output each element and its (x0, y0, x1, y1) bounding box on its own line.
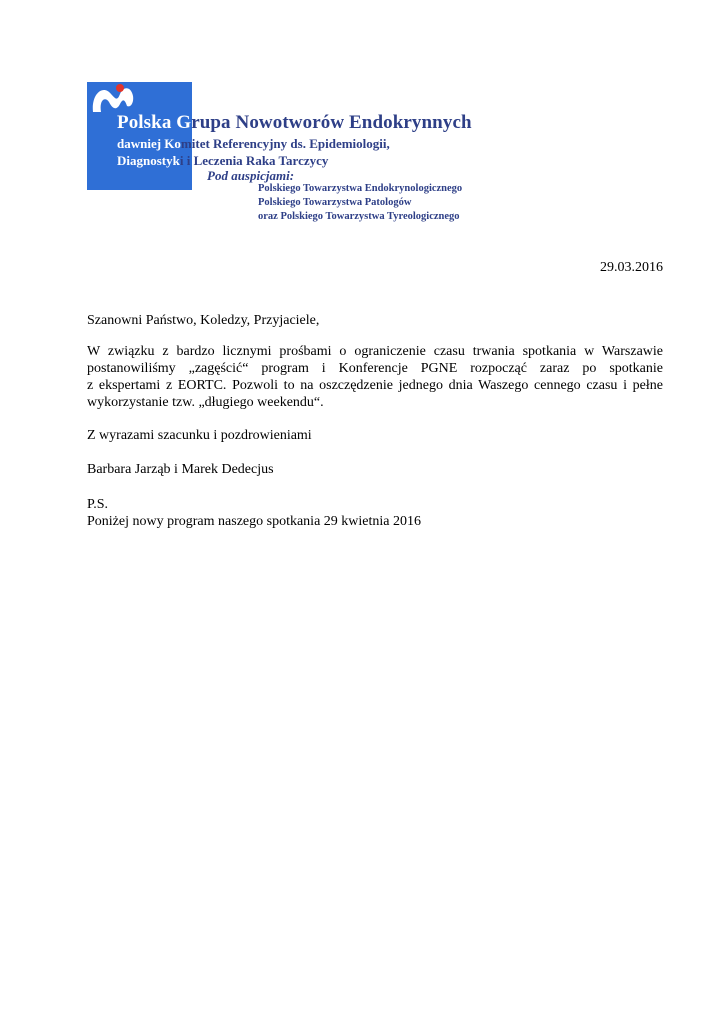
auspices-label: Pod auspicjami: (207, 168, 295, 183)
signature: Barbara Jarząb i Marek Dedecjus (87, 462, 274, 477)
body-paragraph (87, 343, 663, 411)
body-line: z ekspertami z EORTC. Pozwoli to na oszczędzenie jednego dnia Waszego cennego czasu i pełne (87, 378, 663, 393)
society-item: Polskiego Towarzystwa Patologów (258, 197, 412, 208)
organization-former-name-line-1: dawniej Komitet Referencyjny ds. Epidemiologii, (117, 136, 390, 151)
salutation: Szanowni Państwo, Koledzy, Przyjaciele, (87, 313, 320, 328)
organization-title: Polska Grupa Nowotworów Endokrynnych (117, 112, 472, 133)
postscript-text: Poniżej nowy program naszego spotkania 29 kwietnia 2016 (87, 514, 421, 529)
body-line: wykorzystanie tzw. „długiego weekendu“. (87, 395, 324, 410)
letter-date: 29.03.2016 (600, 260, 663, 275)
society-item: oraz Polskiego Towarzystwa Tyreologicznego (258, 211, 460, 222)
postscript-label: P.S. (87, 497, 109, 512)
body-line: W związku z bardzo licznymi prośbami o ograniczenie czasu trwania spotkania w Warszawie (87, 344, 663, 359)
logo-mark-icon (87, 82, 147, 116)
closing: Z wyrazami szacunku i pozdrowieniami (87, 428, 312, 443)
organization-former-name-line-2: Diagnostyki i Leczenia Raka Tarczycy (117, 153, 329, 168)
letterhead (87, 82, 527, 222)
body-line: postanowiliśmy „zagęścić“ program i Konferencje PGNE rozpocząć zaraz po spotkanie (87, 361, 663, 376)
society-item: Polskiego Towarzystwa Endokrynologicznego (258, 183, 463, 194)
